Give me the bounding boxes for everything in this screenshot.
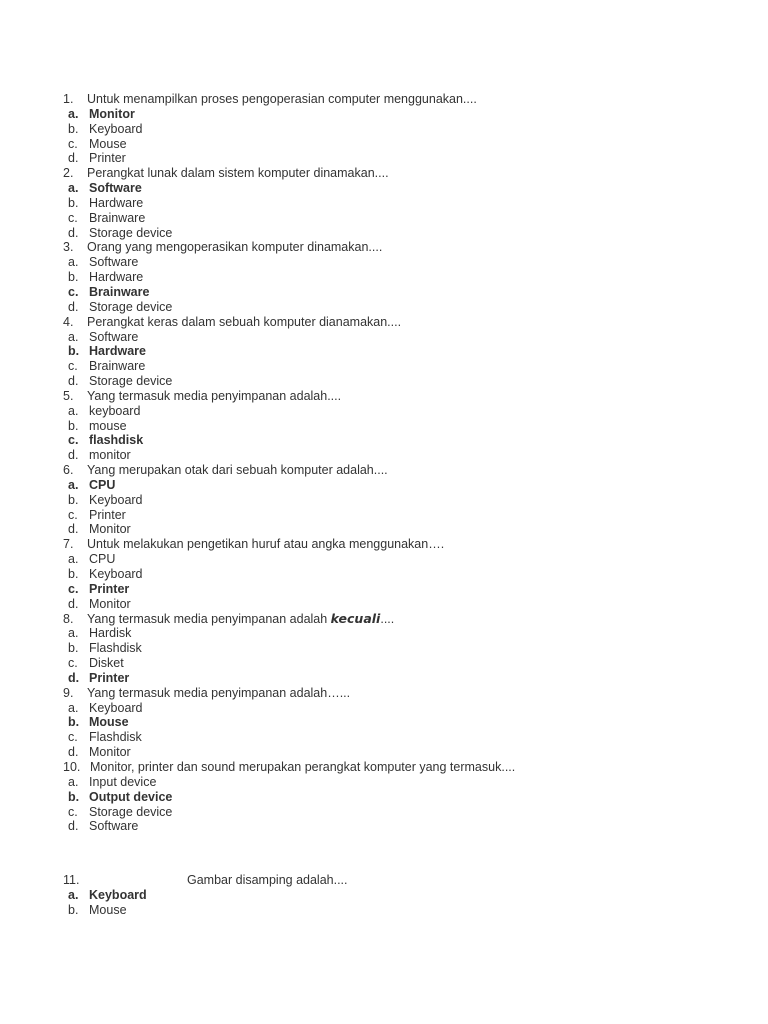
option-text: Keyboard bbox=[89, 567, 143, 581]
option-text: Monitor bbox=[89, 522, 131, 537]
option-text: Software bbox=[89, 181, 142, 196]
quiz-document bbox=[0, 92, 768, 918]
option-letter: b. bbox=[68, 789, 80, 804]
option-text: mouse bbox=[89, 418, 127, 433]
answer-option bbox=[0, 419, 768, 434]
question-text-main: Yang termasuk media penyimpanan adalah…... bbox=[87, 685, 351, 700]
question-number: 9. bbox=[63, 685, 74, 700]
option-text: Software bbox=[89, 819, 139, 834]
answer-option bbox=[0, 597, 768, 612]
question-text-main: Yang merupakan otak dari sebuah komputer adalah.... bbox=[87, 463, 388, 478]
answer-option bbox=[0, 567, 768, 582]
answer-option bbox=[0, 196, 768, 211]
option-letter: d. bbox=[68, 670, 80, 685]
answer-option bbox=[0, 330, 768, 345]
answer-option bbox=[0, 270, 768, 285]
option-text: Hardisk bbox=[89, 626, 132, 641]
option-letter: b. bbox=[68, 195, 79, 210]
question-text bbox=[87, 463, 388, 478]
question-text-main: Yang termasuk media penyimpanan adalah bbox=[87, 611, 331, 626]
option-letter: c. bbox=[68, 136, 78, 151]
option-text: flashdisk bbox=[89, 433, 144, 448]
option-letter: a. bbox=[68, 700, 79, 715]
option-text: Monitor bbox=[89, 106, 135, 121]
answer-option bbox=[0, 137, 768, 152]
answer-option bbox=[0, 448, 768, 463]
question-8 bbox=[0, 612, 768, 627]
option-letter: a. bbox=[68, 403, 79, 418]
option-text: Brainware bbox=[89, 359, 146, 374]
answer-option bbox=[0, 122, 768, 137]
option-letter: b. bbox=[68, 270, 79, 285]
option-text: Mouse bbox=[89, 136, 127, 151]
question-text bbox=[87, 92, 477, 107]
answer-option bbox=[0, 701, 768, 716]
option-letter: a. bbox=[68, 255, 79, 270]
option-text: Printer bbox=[89, 581, 130, 596]
option-letter: d. bbox=[68, 374, 79, 389]
answer-option bbox=[0, 107, 768, 122]
option-text: CPU bbox=[89, 552, 116, 567]
option-text: Output device bbox=[89, 789, 173, 804]
option-letter: b. bbox=[68, 567, 79, 581]
answer-option bbox=[0, 745, 768, 760]
section-spacer bbox=[0, 834, 768, 873]
option-text: Hardware bbox=[89, 195, 144, 210]
option-text: Mouse bbox=[89, 902, 127, 917]
option-text: Software bbox=[89, 255, 139, 270]
answer-option bbox=[0, 775, 768, 790]
question-text-main: Orang yang mengoperasikan komputer dinamakan.... bbox=[87, 240, 383, 255]
question-number: 8. bbox=[63, 611, 74, 626]
option-letter: a. bbox=[68, 329, 79, 344]
answer-option bbox=[0, 790, 768, 805]
option-letter: c. bbox=[68, 730, 78, 745]
question-1 bbox=[0, 92, 768, 107]
question-number: 4. bbox=[63, 314, 74, 329]
question-3 bbox=[0, 240, 768, 255]
question-text bbox=[87, 240, 382, 255]
answer-option bbox=[0, 404, 768, 419]
option-letter: d. bbox=[68, 448, 79, 463]
answer-option bbox=[0, 255, 768, 270]
option-text: Flashdisk bbox=[89, 730, 142, 745]
option-letter: d. bbox=[68, 819, 79, 834]
question-2 bbox=[0, 166, 768, 181]
option-letter: c. bbox=[68, 210, 78, 225]
question-number: 7. bbox=[63, 537, 74, 552]
answer-option bbox=[0, 478, 768, 493]
option-text: Keyboard bbox=[89, 700, 143, 715]
question-number: 6. bbox=[63, 463, 74, 478]
answer-option bbox=[0, 181, 768, 196]
option-letter: d. bbox=[68, 522, 79, 537]
option-letter: c. bbox=[68, 284, 79, 299]
option-text: Brainware bbox=[89, 284, 150, 299]
option-text: Disket bbox=[89, 656, 124, 671]
option-text: Printer bbox=[89, 670, 130, 685]
option-text: Input device bbox=[89, 774, 157, 789]
answer-option bbox=[0, 641, 768, 656]
option-letter: b. bbox=[68, 492, 79, 507]
question-text bbox=[87, 612, 394, 627]
option-text: Monitor bbox=[89, 745, 131, 760]
question-text-main: Gambar disamping adalah.... bbox=[187, 873, 348, 888]
question-number: 11. bbox=[63, 873, 80, 888]
option-text: Hardware bbox=[89, 270, 144, 285]
question-5 bbox=[0, 389, 768, 404]
question-number: 1. bbox=[63, 92, 74, 106]
question-text bbox=[87, 537, 444, 552]
question-text bbox=[90, 760, 515, 775]
option-letter: b. bbox=[68, 418, 79, 433]
option-text: Keyboard bbox=[89, 121, 143, 136]
option-letter: b. bbox=[68, 641, 79, 656]
option-letter: b. bbox=[68, 344, 80, 359]
option-letter: c. bbox=[68, 804, 78, 819]
answer-option bbox=[0, 805, 768, 820]
option-text: Keyboard bbox=[89, 492, 143, 507]
option-letter: a. bbox=[68, 774, 79, 789]
option-text: Storage device bbox=[89, 225, 173, 240]
question-text-main: Yang termasuk media penyimpanan adalah.... bbox=[87, 388, 342, 403]
question-text bbox=[187, 873, 348, 888]
option-text: Printer bbox=[89, 151, 126, 166]
option-letter: c. bbox=[68, 433, 79, 448]
option-text: monitor bbox=[89, 448, 131, 463]
option-letter: c. bbox=[68, 359, 78, 374]
answer-option bbox=[0, 656, 768, 671]
answer-option bbox=[0, 226, 768, 241]
question-text-main: Perangkat keras dalam sebuah komputer dianamakan.... bbox=[87, 314, 402, 329]
option-text: Hardware bbox=[89, 344, 146, 359]
option-text: Keyboard bbox=[89, 888, 147, 903]
answer-option bbox=[0, 730, 768, 745]
option-text: Mouse bbox=[89, 715, 129, 730]
option-text: Storage device bbox=[89, 374, 173, 389]
option-text: Flashdisk bbox=[89, 641, 142, 656]
question-number: 5. bbox=[63, 388, 74, 403]
question-9 bbox=[0, 686, 768, 701]
answer-option bbox=[0, 508, 768, 523]
answer-option bbox=[0, 285, 768, 300]
option-letter: b. bbox=[68, 121, 79, 136]
question-suffix: .... bbox=[380, 611, 395, 626]
question-text-main: Perangkat lunak dalam sistem komputer dinamakan.... bbox=[87, 166, 389, 181]
answer-option bbox=[0, 626, 768, 641]
question-number: 10. bbox=[63, 759, 81, 774]
option-text: keyboard bbox=[89, 403, 141, 418]
question-emphasis: kecuali bbox=[330, 610, 381, 626]
option-letter: a. bbox=[68, 477, 79, 492]
question-text-main: Untuk menampilkan proses pengoperasian computer menggunakan.... bbox=[87, 92, 477, 106]
option-text: Storage device bbox=[89, 804, 173, 819]
answer-option bbox=[0, 552, 768, 567]
answer-option bbox=[0, 671, 768, 686]
option-text: Storage device bbox=[89, 299, 173, 314]
option-letter: b. bbox=[68, 715, 80, 730]
answer-option bbox=[0, 300, 768, 315]
question-7 bbox=[0, 537, 768, 552]
option-text: CPU bbox=[89, 477, 116, 492]
option-letter: b. bbox=[68, 902, 79, 917]
question-text bbox=[87, 166, 389, 181]
answer-option bbox=[0, 819, 768, 834]
question-number: 2. bbox=[63, 166, 74, 181]
option-letter: a. bbox=[68, 181, 79, 196]
question-4 bbox=[0, 315, 768, 330]
option-letter: c. bbox=[68, 581, 79, 596]
answer-option bbox=[0, 715, 768, 730]
option-text: Printer bbox=[89, 507, 126, 522]
option-text: Software bbox=[89, 329, 139, 344]
option-letter: c. bbox=[68, 656, 78, 671]
answer-option bbox=[0, 433, 768, 448]
option-letter: a. bbox=[68, 626, 79, 641]
option-letter: d. bbox=[68, 151, 79, 166]
answer-option bbox=[0, 344, 768, 359]
answer-option bbox=[0, 211, 768, 226]
option-letter: a. bbox=[68, 888, 79, 903]
question-text-main: Untuk melakukan pengetikan huruf atau angka menggunakan…. bbox=[87, 537, 445, 552]
option-letter: d. bbox=[68, 299, 79, 314]
question-11 bbox=[0, 873, 768, 888]
question-text bbox=[87, 315, 401, 330]
answer-option bbox=[0, 522, 768, 537]
question-10 bbox=[0, 760, 768, 775]
option-letter: a. bbox=[68, 106, 79, 121]
option-letter: d. bbox=[68, 225, 79, 240]
answer-option bbox=[0, 493, 768, 508]
answer-option bbox=[0, 582, 768, 597]
answer-option bbox=[0, 903, 768, 918]
question-number: 3. bbox=[63, 240, 74, 255]
option-letter: c. bbox=[68, 507, 78, 522]
option-text: Monitor bbox=[89, 596, 131, 611]
question-text-main: Monitor, printer dan sound merupakan perangkat komputer yang termasuk.... bbox=[90, 759, 516, 774]
answer-option bbox=[0, 888, 768, 903]
question-6 bbox=[0, 463, 768, 478]
answer-option bbox=[0, 374, 768, 389]
option-letter: a. bbox=[68, 552, 79, 567]
question-text bbox=[87, 389, 341, 404]
question-text bbox=[87, 686, 350, 701]
answer-option bbox=[0, 359, 768, 374]
answer-option bbox=[0, 151, 768, 166]
option-text: Brainware bbox=[89, 210, 146, 225]
option-letter: d. bbox=[68, 745, 79, 760]
option-letter: d. bbox=[68, 596, 79, 611]
